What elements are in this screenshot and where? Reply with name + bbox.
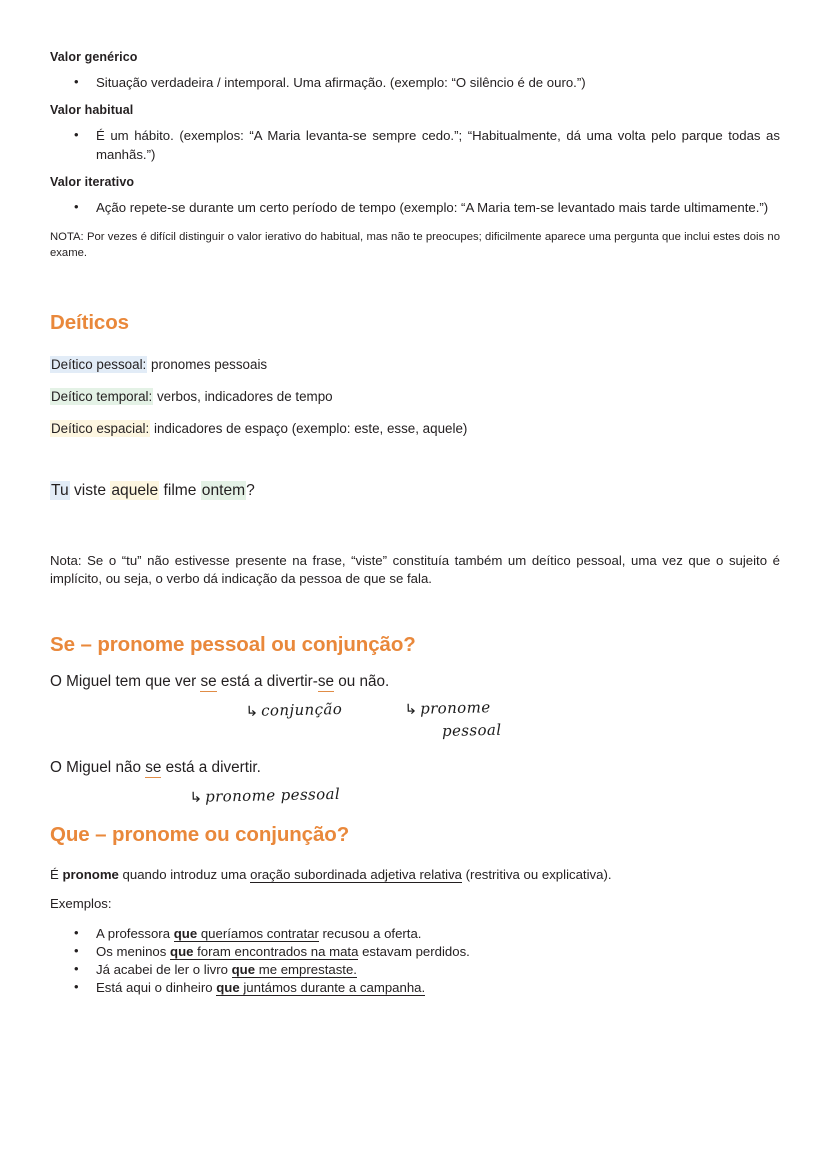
- se-sentence-2: [50, 758, 780, 779]
- list-item: • Ação repete-se durante um certo período de tempo (exemplo: “A Maria tem-se levantado mais tarde ultimamente.”): [96, 199, 780, 218]
- heading-que-section: Que – pronome ou conjunção?: [50, 822, 350, 846]
- se-marked-word-2: se: [317, 672, 334, 690]
- example-word-aquele: aquele: [111, 481, 159, 499]
- example-word-viste: viste: [69, 481, 111, 499]
- bullet-list-valor-generico: [50, 74, 780, 93]
- deitic-text-pessoal: pronomes pessoais: [147, 357, 268, 373]
- example-word-ontem: ontem: [201, 481, 246, 499]
- handwritten-text-pronome: pronome: [419, 698, 491, 718]
- section-valor-habitual: [50, 103, 780, 164]
- example-tail: recusou a oferta.: [318, 925, 422, 941]
- subheading-valor-iterativo: Valor iterativo: [50, 175, 135, 190]
- example-pre: A professora: [96, 925, 174, 941]
- que-intro-underlined: oração subordinada adjetiva relativa: [250, 866, 462, 882]
- se-marked-word-3: se: [145, 759, 162, 777]
- heading-deiticos: Deíticos: [50, 310, 129, 334]
- handwritten-annotation-conjuncao: [246, 700, 343, 720]
- example-underlined: me emprestaste.: [255, 961, 357, 977]
- deitic-label-pessoal: Deítico pessoal:: [51, 357, 147, 373]
- section-valor-generico: [50, 50, 780, 92]
- que-intro-bold: pronome: [62, 866, 119, 882]
- document-content: [50, 50, 780, 1008]
- example-bold-que: que: [173, 925, 198, 941]
- example-question-mark: ?: [246, 481, 255, 499]
- arrow-glyph-icon: ↳: [189, 789, 203, 806]
- que-examples-list: [50, 925, 780, 997]
- deitic-line-pessoal: [50, 356, 780, 375]
- example-bold-que: que: [170, 943, 194, 959]
- que-intro-mid: quando introduz uma: [118, 866, 251, 882]
- se-marked-word-1: se: [200, 672, 217, 690]
- bullet-list-valor-iterativo: [50, 199, 780, 218]
- example-word-filme: filme: [159, 481, 201, 499]
- example-pre: Os meninos: [96, 943, 171, 959]
- subheading-valor-generico: Valor genérico: [50, 50, 138, 64]
- example-underlined: foram encontrados na mata: [193, 943, 359, 959]
- examples-label: Exemplos:: [50, 895, 112, 911]
- handwritten-annotation-pronome-pessoal-1: [405, 699, 491, 719]
- arrow-glyph-icon: ↳: [245, 704, 259, 721]
- que-intro-post: (restritiva ou explicativa).: [462, 866, 612, 882]
- que-intro-paragraph: [50, 865, 780, 884]
- se-sentence-2-part1: O Miguel não: [50, 759, 146, 777]
- example-pre: Já acabei de ler o livro: [96, 961, 232, 977]
- example-underlined: juntámos durante a campanha.: [239, 979, 426, 995]
- arrow-glyph-icon: ↳: [404, 702, 418, 719]
- note-iterativo-habitual: NOTA: Por vezes é difícil distinguir o valor ierativo do habitual, mas não te preocupes; dificilmente aparece uma pergunta que inclui estes dois no exame.: [50, 230, 780, 259]
- bullet-list-valor-habitual: [50, 127, 780, 164]
- se-sentence-2-part2: está a divertir.: [161, 759, 261, 777]
- handwritten-text-pessoal: pessoal: [441, 721, 502, 741]
- example-bold-que: que: [216, 979, 240, 995]
- se-sentence-1-part3: ou não.: [333, 672, 390, 690]
- example-tail: estavam perdidos.: [358, 943, 470, 959]
- heading-se-section: Se – pronome pessoal ou conjunção?: [50, 633, 416, 657]
- list-item: • É um hábito. (exemplos: “A Maria levanta-se sempre cedo.”; “Habitualmente, dá uma volta pelo parque todas as manhãs.”): [96, 127, 780, 164]
- se-sentence-1-part1: O Miguel tem que ver: [50, 672, 201, 690]
- example-pre: Está aqui o dinheiro: [96, 979, 217, 995]
- handwritten-text-pronome-pessoal: pronome pessoal: [204, 784, 341, 806]
- se-sentence-1-part2: está a divertir-: [216, 672, 318, 690]
- deitic-text-espacial: indicadores de espaço (exemplo: este, esse, aquele): [150, 421, 468, 436]
- subheading-valor-habitual: Valor habitual: [50, 103, 134, 118]
- deitic-example-sentence: [50, 480, 780, 502]
- que-intro-pre: É: [50, 866, 63, 882]
- section-valor-iterativo: [50, 175, 780, 217]
- list-item: • Situação verdadeira / intemporal. Uma afirmação. (exemplo: “O silêncio é de ouro.”): [96, 74, 780, 93]
- list-item: [96, 979, 780, 997]
- deitic-label-espacial: Deítico espacial:: [51, 421, 150, 436]
- list-item: [96, 925, 780, 943]
- handwritten-annotation-pessoal-line2: [442, 721, 502, 740]
- list-item: [96, 961, 780, 979]
- deitic-text-temporal: verbos, indicadores de tempo: [153, 389, 333, 405]
- deitic-line-espacial: [50, 420, 780, 439]
- example-bold-que: que: [231, 961, 256, 977]
- deitic-label-temporal: Deítico temporal:: [51, 389, 153, 405]
- list-item: [96, 943, 780, 961]
- example-word-tu: Tu: [51, 481, 69, 499]
- handwritten-annotation-pronome-pessoal-2: [190, 785, 341, 806]
- note-deiticos: Nota: Se o “tu” não estivesse presente na frase, “viste” constituía também um deítico pessoal, uma vez que o sujeito é implícito, ou seja, o verbo dá indicação da pessoa de que se fala.: [50, 552, 780, 587]
- example-underlined: queríamos contratar: [197, 925, 319, 941]
- deitic-line-temporal: [50, 388, 780, 407]
- handwritten-text-conjuncao: conjunção: [260, 700, 343, 720]
- se-sentence-1: [50, 672, 780, 693]
